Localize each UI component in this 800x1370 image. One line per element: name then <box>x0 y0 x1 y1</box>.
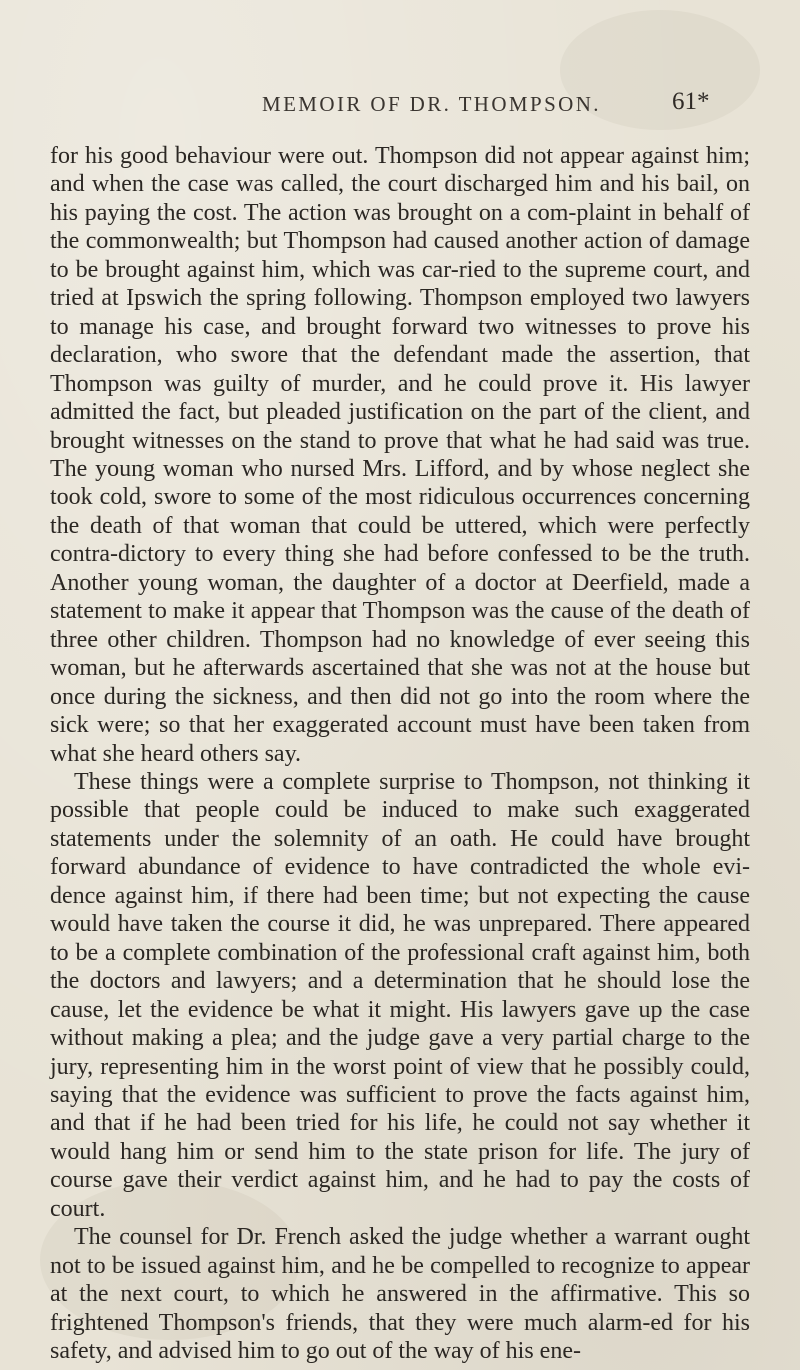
paragraph: The counsel for Dr. French asked the judge whether a warrant ought not to be issued against him, and he be compelled to recognize to appear at the next court, to which he answered in the affirmative. This so frightened Thompson's friends, that they were much alarm-ed for his safety, and advised him to go out of the way of his ene- <box>50 1224 750 1365</box>
paragraph-continued: for his good behaviour were out. Thompson did not appear against him; and when the case was called, the court discharged him and his bail, on his paying the cost. The action was brought on a com-plaint in behalf of the commonwealth; but Thompson had caused another action of damage to be brought against him, which was car-ried to the supreme court, and tried at Ipswich the spring following. Thompson employed two lawyers to manage his case, and brought forward two witnesses to prove his declaration, who swore that the defendant made the assertion, that Thompson was guilty of murder, and he could prove it. His lawyer admitted the fact, but pleaded justification on the part of the client, and brought witnesses on the stand to prove that what he had said was true. The young woman who nursed Mrs. Lifford, and by whose neglect she took cold, swore to some of the most ridiculous occurrences concerning the death of that woman that could be uttered, which were perfectly contra-dictory to every thing she had before confessed to be the truth. Another young woman, the daughter of a doctor at Deerfield, made a statement to make it appear that Thompson was the cause of the death of three other children. Thompson had no knowledge of ever seeing this woman, but he afterwards ascertained that she was not at the house but once during the sickness, and then did not go into the room where the sick were; so that her exaggerated account must have been taken from what she heard others say. <box>50 143 750 767</box>
paragraph: These things were a complete surprise to Thompson, not thinking it possible that people could be induced to make such exaggerated statements under the solemnity of an oath. He could have brought forward abundance of evidence to have contradicted the whole evi-dence against him, if there had been time; but not expecting the cause would have taken the course it did, he was unprepared. There appeared to be a complete combination of the professional craft against him, both the doctors and lawyers; and a determination that he should lose the cause, let the evidence be what it might. His lawyers gave up the case without making a plea; and the judge gave a very partial charge to the jury, representing him in the worst point of view that he possibly could, saying that the evidence was sufficient to prove the facts against him, and that if he had been tried for his life, he could not say whether it would hang him or send him to the state prison for life. The jury of course gave their verdict against him, and he had to pay the costs of court. <box>50 768 750 1222</box>
page-number: 61* <box>672 88 710 115</box>
running-head <box>0 88 800 132</box>
running-title: MEMOIR OF DR. THOMPSON. <box>262 92 601 116</box>
body-text <box>50 142 750 1365</box>
